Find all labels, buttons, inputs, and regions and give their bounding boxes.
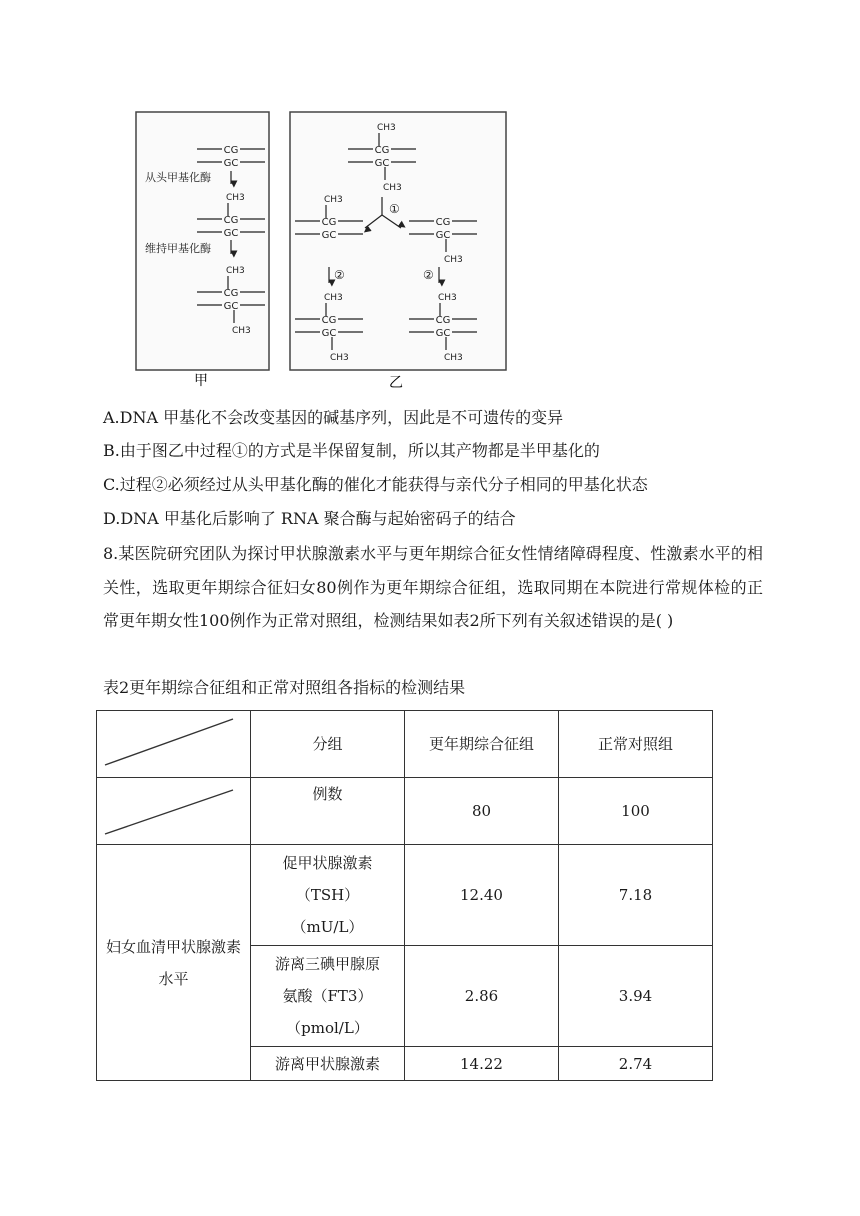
row-label-line: 氨酸（FT3） — [282, 987, 373, 1005]
category-cell — [97, 845, 251, 1081]
methyl-group: CH3 — [383, 183, 402, 193]
base-pair-bottom: GC — [223, 301, 239, 312]
results-table — [96, 710, 713, 1081]
methyl-group: CH3 — [324, 195, 343, 205]
row-label-line: （mU/L） — [291, 918, 364, 936]
methyl-group: CH3 — [226, 193, 245, 203]
header-col2: 正常对照组 — [559, 711, 713, 778]
methylation-figure — [133, 109, 511, 399]
enzyme-label-maintenance: 维持甲基化酶 — [145, 242, 211, 255]
base-pair-bottom: GC — [223, 228, 239, 239]
row-col2: 7.18 — [559, 845, 713, 946]
row-label: 游离甲状腺激素 — [251, 1047, 405, 1081]
base-pair-bottom: GC — [435, 328, 451, 339]
methylation-diagram — [133, 109, 511, 399]
row-col2: 3.94 — [559, 946, 713, 1047]
base-pair-bottom: GC — [223, 158, 239, 169]
step-1-label: ① — [389, 202, 400, 216]
header-col1: 更年期综合征组 — [405, 711, 559, 778]
base-pair-top: CG — [435, 315, 451, 326]
methyl-group: CH3 — [444, 353, 463, 363]
base-pair-bottom: GC — [435, 230, 451, 241]
row-label-line: （pmol/L） — [286, 1019, 369, 1037]
methyl-group: CH3 — [438, 293, 457, 303]
count-col1: 80 — [405, 778, 559, 845]
diagonal-cell — [97, 711, 251, 778]
row-label-line: （TSH） — [295, 886, 360, 904]
base-pair-bottom: GC — [321, 328, 337, 339]
base-pair-top: CG — [223, 288, 239, 299]
row-col2: 2.74 — [559, 1047, 713, 1081]
row-col1: 12.40 — [405, 845, 559, 946]
row-col1: 2.86 — [405, 946, 559, 1047]
category-label: 妇女血清甲状腺激素水平 — [105, 937, 241, 988]
table-caption: 表2更年期综合征组和正常对照组各指标的检测结果 — [103, 678, 466, 697]
base-pair-top: CG — [435, 217, 451, 228]
count-label: 例数 — [251, 778, 405, 845]
option-c: C.过程②必须经过从头甲基化酶的催化才能获得与亲代分子相同的甲基化状态 — [103, 475, 648, 494]
base-pair-bottom: GC — [321, 230, 337, 241]
methyl-group: CH3 — [226, 266, 245, 276]
table-header-row — [97, 711, 713, 778]
panel-jia-label: 甲 — [194, 373, 208, 389]
question-8-text: 8.某医院研究团队为探讨甲状腺激素水平与更年期综合征女性情绪障碍程度、性激素水平的相关性，选取更年期综合征妇女80例作为更年期综合征组，选取同期在本院进行常规体检的正常更年期女性100例作为正常对照组，检测结果如表2所下列有关叙述错误的是( ) — [103, 544, 763, 630]
table-row-tsh — [97, 845, 713, 946]
base-pair-top: CG — [223, 145, 239, 156]
enzyme-label-denovo: 从头甲基化酶 — [145, 171, 211, 184]
table-row-count — [97, 778, 713, 845]
diagonal-cell — [97, 778, 251, 845]
base-pair-top: CG — [223, 215, 239, 226]
option-a: A.DNA 甲基化不会改变基因的碱基序列，因此是不可遗传的变异 — [103, 408, 564, 427]
base-pair-top: CG — [374, 145, 390, 156]
header-group: 分组 — [251, 711, 405, 778]
option-b: B.由于图乙中过程①的方式是半保留复制，所以其产物都是半甲基化的 — [103, 441, 600, 460]
methyl-group: CH3 — [232, 326, 251, 336]
step-2-label: ② — [334, 268, 345, 282]
methyl-group: CH3 — [330, 353, 349, 363]
option-d: D.DNA 甲基化后影响了 RNA 聚合酶与起始密码子的结合 — [103, 509, 516, 528]
step-2-label: ② — [423, 268, 434, 282]
methyl-group: CH3 — [377, 123, 396, 133]
row-label-line: 游离三碘甲腺原 — [274, 955, 380, 973]
base-pair-top: CG — [321, 315, 337, 326]
count-col2: 100 — [559, 778, 713, 845]
base-pair-top: CG — [321, 217, 337, 228]
methyl-group: CH3 — [324, 293, 343, 303]
row-col1: 14.22 — [405, 1047, 559, 1081]
methyl-group: CH3 — [444, 255, 463, 265]
base-pair-bottom: GC — [374, 158, 390, 169]
row-label — [251, 946, 405, 1047]
row-label-line: 促甲状腺激素 — [282, 854, 373, 872]
row-label — [251, 845, 405, 946]
panel-yi-label: 乙 — [389, 375, 403, 391]
